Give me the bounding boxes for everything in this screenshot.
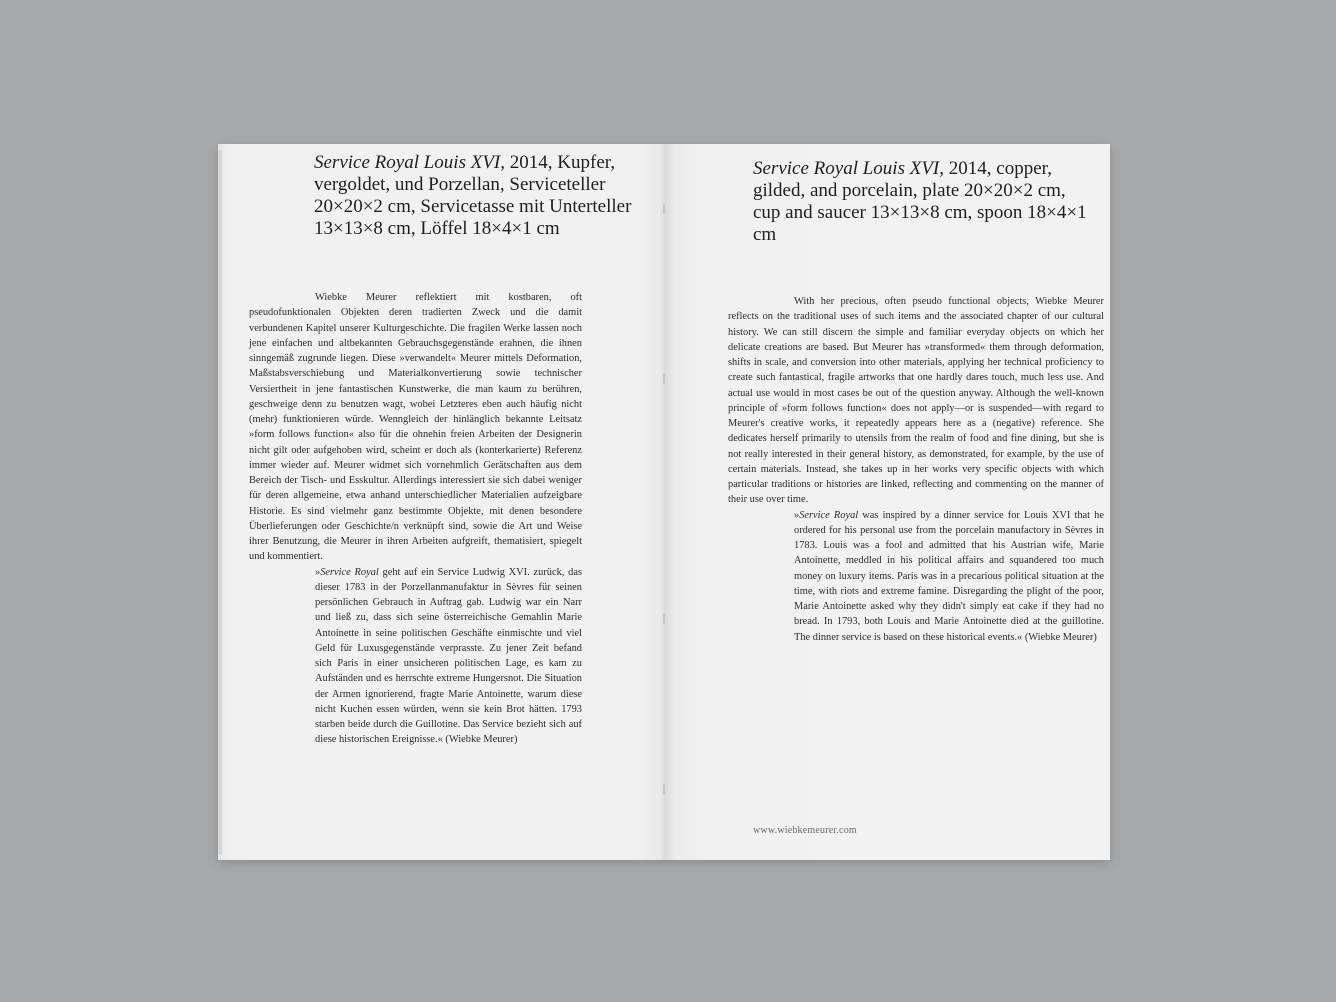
left-quote-rest: geht auf ein Service Ludwig XVI. zurück, das dieser 1783 in der Porzellanmanufaktur in Sèvres für seinen persönlichen Gebrauch in Auftrag gab. Ludwig war ein Narr und ließ zu, dass sich seine österreichische Gemahlin Marie Antoinette in seine politischen Geschäfte einmischte und viel Geld für Luxusgegenstände verprasste. Zu jener Zeit befand sich Paris in einer unsicheren politischen Lage, es kam zu Aufständen und es herrschte extreme Hungersnot. Die Situation der Armen ignorierend, fragte Marie Antoinette, warum diese nicht Kuchen essen würden, wenn sie kein Brot hätten. 1793 starben beide durch die Guillotine. Das Service bezieht sich auf diese historischen Ereignisse.« (Wiebke Meurer) (315, 566, 582, 746)
binding-stitch (663, 204, 665, 214)
right-body-text (728, 294, 1104, 645)
right-title-italic: Service Royal Louis XVI, (753, 158, 945, 179)
left-quote-italic: Service Royal (320, 566, 379, 578)
left-title-rest: 2014, Kupfer, vergoldet, und Porzellan, Serviceteller 20×20×2 cm, Servicetasse mit Unterteller 13×13×8 cm, Löffel 18×4×1 cm (314, 152, 632, 239)
open-booklet (218, 144, 1110, 860)
binding-stitch (663, 784, 665, 794)
right-quote-paragraph (794, 508, 1104, 645)
right-quote-open: » (794, 509, 800, 521)
left-quote-open: » (315, 566, 321, 578)
binding-stitch (663, 374, 665, 384)
left-page (218, 144, 666, 860)
left-title-italic: Service Royal Louis XVI, (314, 152, 506, 173)
right-page (666, 144, 1110, 860)
binding-stitch (663, 614, 665, 624)
left-quote-paragraph (315, 565, 582, 748)
website-url: www.wiebkemeurer.com (753, 825, 857, 836)
right-page-title (753, 158, 1095, 246)
page-stack-edge (218, 150, 222, 854)
right-quote-rest: was inspired by a dinner service for Louis XVI that he ordered for his personal use from the porcelain manufactory in Sèvres in 1783. Louis was a fool and admitted that his Austrian wife, Marie Antoinette, meddled in his political affairs and squandered too much money on luxury items. Paris was in a precarious political situation at the time, with riots and extreme famine. Disregarding the plight of the poor, Marie Antoinette asked why they didn't simply eat cake if they had no bread. In 1793, both Louis and Marie Antoinette died at the guillotine. The dinner service is based on these historical events.« (Wiebke Meurer) (794, 509, 1104, 643)
right-title-rest: 2014, copper, gilded, and porcelain, plate 20×20×2 cm, cup and saucer 13×13×8 cm, spoon 18×4×1 cm (753, 158, 1087, 245)
left-paragraph: Wiebke Meurer reflektiert mit kostbaren, oft pseudofunktionalen Objekten deren tradierten Zweck und die damit verbundenen Kapitel unserer Kulturgeschichte. Die fragilen Werke lassen noch jene einfachen und altbekannten Gebrauchsgegenstände erahnen, die ihnen sinngemäß zugrunde liegen. Diese »verwandelt« Meurer mittels Deformation, Maßstabsverschiebung und Materialkonvertierung sowie technischer Versiertheit in jene fantastischen Kunstwerke, die man kaum zu berühren, geschweige denn zu benutzen wagt, wobei Letzteres eben auch häufig nicht (mehr) funktionieren würde. Wenngleich der hinlänglich bekannte Leitsatz »form follows function« also für die ohnehin freien Arbeiten der Designerin nicht gilt oder aufgehoben wird, scheint er doch als (konterkarierte) Referenz immer wieder auf. Meurer widmet sich vornehmlich Gerätschaften aus dem Bereich der Tisch- und Esskultur. Allerdings interessiert sie sich dabei weniger für deren allgemeine, etwa anhand unterschiedlicher Materialien aufzeigbare Historie. Es sind vielmehr ganz bestimmte Objekte, mit denen besondere Überlieferungen oder Geschichte/n verknüpft sind, sowie die Art und Weise ihrer Benutzung, die Meurer in ihren Arbeiten aufgreift, thematisiert, spiegelt und kommentiert. (249, 292, 582, 563)
left-page-title (314, 152, 640, 240)
left-body-text (249, 290, 582, 748)
right-quote-italic: Service Royal (799, 509, 859, 521)
right-paragraph: With her precious, often pseudo functional objects, Wiebke Meurer reflects on the traditional uses of such items and the associated chapter of our cultural history. We can still discern the simple and familiar everyday objects on which her delicate creations are based. But Meurer has »transformed« them through deformation, shifts in scale, and conversion into other materials, applying her technical proficiency to create such fantastical, fragile artworks that one hardly dares touch, much less use. And actual use would in most cases be out of the question anyway. Although the well-known principle of »form follows function« does not apply—or is suspended—with regard to Meurer's creative works, it repeatedly appears here as a (negative) reference. She dedicates herself primarily to utensils from the realm of food and fine dining, but she is not really interested in their general history, as demonstrated, for example, by the use of certain materials. Instead, she takes up in her works very specific objects with which particular traditions or histories are linked, reflecting and commenting on the manner of their use over time. (728, 296, 1104, 506)
